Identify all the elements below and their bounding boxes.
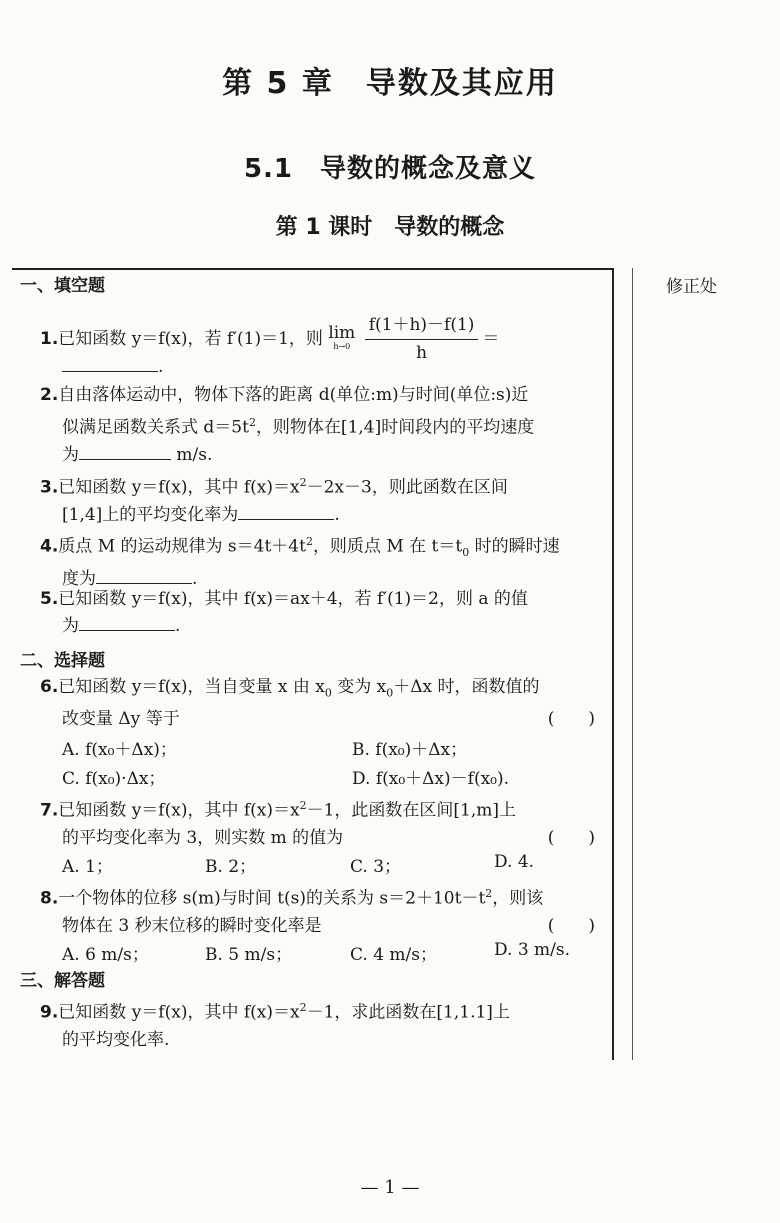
option-b[interactable]: B. 2；: [205, 857, 257, 877]
page-number: — 1 —: [360, 1177, 420, 1198]
question-2: 2.自由落体运动中，物体下落的距离 d(单位:m)与时间(单位:s)近 似满足函数关系式 $d=5t^2$，则物体在[1,4]时间段内的平均速度 为 m/s.: [40, 385, 535, 465]
section-multiple-choice: 二、选择题: [20, 651, 105, 671]
margin-rule: [612, 268, 614, 1060]
section-title: 5.1 导数的概念及意义: [243, 154, 537, 184]
fraction: $\frac{f(1+h)-f(1)}{h}$: [365, 312, 479, 367]
option-d[interactable]: D. 4.: [494, 852, 535, 872]
question-9: 9.已知函数 y＝f(x)，其中 $f(x)=x^2-1$，求此函数在[1,1.1]上 的平均变化率.: [40, 1001, 510, 1050]
option-a[interactable]: A. 1；: [62, 857, 113, 877]
question-5: 5.已知函数 y＝f(x)，其中 f(x)＝ax＋4，若 f′(1)＝2，则 a 的值 为 .: [40, 589, 528, 636]
option-a[interactable]: A. 6 m/s；: [62, 945, 149, 965]
margin-rule-thin: [632, 268, 633, 1060]
option-b[interactable]: B. f(x₀)＋Δx；: [352, 740, 468, 760]
question-4: 4.质点 M 的运动规律为 $s=4t+4t^2$，则质点 M 在 $t=t_0$ 时的瞬时速 度为 .: [40, 535, 560, 590]
option-c[interactable]: C. 4 m/s；: [350, 945, 438, 965]
limit-symbol: lim h→0: [328, 322, 356, 351]
question-1-answer: .: [62, 354, 627, 381]
section-fill-blank: 一、填空题: [20, 276, 105, 296]
question-3: 3.已知函数 y＝f(x)，其中 $f(x)=x^2-2x-3$，则此函数在区间 [1,4]上的平均变化率为 .: [40, 476, 508, 525]
answer-paren[interactable]: ( ): [547, 709, 595, 730]
chapter-title: 第 5 章 导数及其应用: [222, 66, 558, 101]
question-8: 8.一个物体的位移 s(m)与时间 t(s)的关系为 $s=2+10t-t^2$，则该 物体在 3 秒末位移的瞬时变化率是 ( ): [40, 880, 605, 940]
answer-paren[interactable]: ( ): [547, 915, 595, 936]
answer-blank[interactable]: [62, 354, 158, 372]
option-d[interactable]: D. f(x₀＋Δx)－f(x₀).: [352, 769, 510, 789]
corrections-label: 修正处: [666, 277, 717, 297]
answer-blank[interactable]: [238, 502, 334, 520]
answer-blank[interactable]: [79, 442, 171, 460]
answer-blank[interactable]: [79, 613, 175, 631]
top-rule: [12, 268, 612, 270]
option-d[interactable]: D. 3 m/s.: [494, 940, 571, 960]
question-1: 1.已知函数 y＝f(x)，若 f′(1)＝1，则 lim h→0 $\frac{f(1+h)-f(1)}{h}$ ＝: [40, 312, 605, 367]
lesson-title: 第 1 课时 导数的概念: [275, 215, 505, 240]
option-c[interactable]: C. 3；: [350, 857, 402, 877]
question-6: 6.已知函数 y＝f(x)，当自变量 x 由 $x_0$ 变为 $x_0+\Delta x$ 时，函数值的 改变量 Δy 等于 ( ): [40, 674, 605, 733]
answer-paren[interactable]: ( ): [547, 827, 595, 848]
answer-blank[interactable]: [96, 566, 192, 584]
option-c[interactable]: C. f(x₀)·Δx；: [62, 769, 166, 789]
option-a[interactable]: A. f(x₀＋Δx)；: [62, 740, 177, 760]
section-answer: 三、解答题: [20, 971, 105, 991]
option-b[interactable]: B. 5 m/s；: [205, 945, 293, 965]
question-7: 7.已知函数 y＝f(x)，其中 $f(x)=x^2-1$，此函数在区间[1,m]上 的平均变化率为 3，则实数 m 的值为 ( ): [40, 792, 605, 852]
